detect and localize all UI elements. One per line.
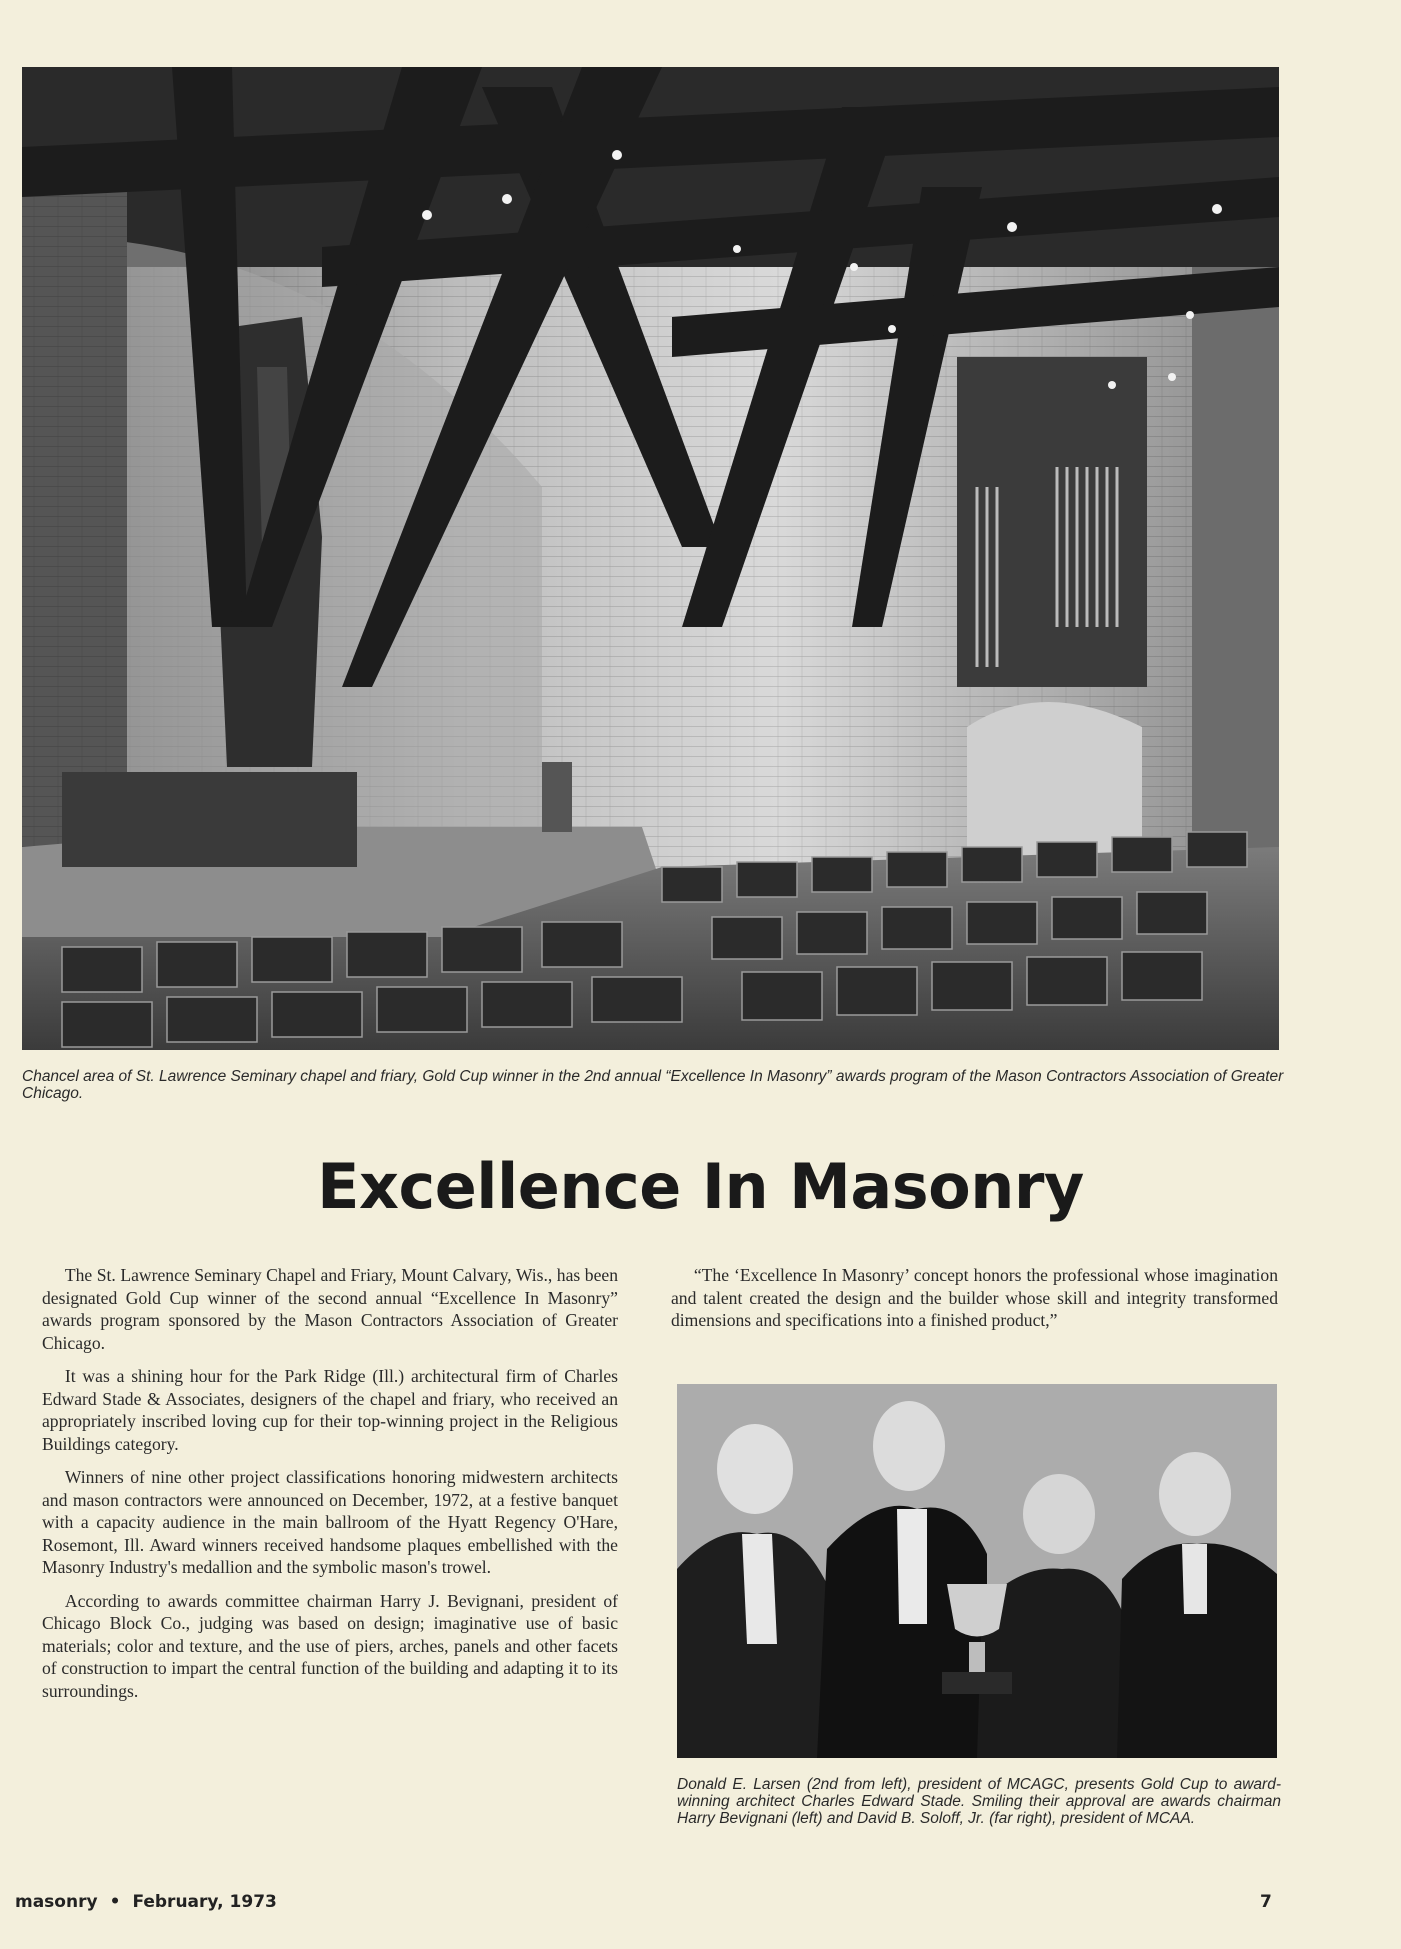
award-photo <box>677 1384 1277 1758</box>
article-paragraph: According to awards committee chairman Harry J. Bevignani, president of Chicago Block Co., judging was based on design; imaginative use of basic materials; color and texture, and the use of piers, arches, panels and other facets of construction to impart the central function of the building and adapting it to its surroundings. <box>42 1590 618 1701</box>
chapel-photo-caption: Chancel area of St. Lawrence Seminary chapel and friary, Gold Cup winner in the 2nd annual “Excellence In Masonry” awards program of the Mason Contractors Association of Greater Chicago. <box>22 1068 1284 1102</box>
issue-date: February, 1973 <box>132 1892 277 1912</box>
article-paragraph: “The ‘Excellence In Masonry’ concept honors the professional whose imagination and talent created the design and the builder whose skill and integrity transformed dimensions and specifications into a finished product,” <box>671 1265 1278 1330</box>
right-article-column <box>671 1264 1278 1332</box>
footer-separator: • <box>109 1892 121 1912</box>
left-article-column <box>42 1264 618 1713</box>
article-paragraph: Winners of nine other project classifications honoring midwestern architects and mason contractors were announced on December, 1972, at a festive banquet with a capacity audience in the main ballroom of the Hyatt Regency O'Hare, Rosemont, Ill. Award winners received handsome plaques embellished with the Masonry Industry's medallion and the symbolic mason's trowel. <box>42 1467 618 1577</box>
publication-name: masonry <box>15 1892 98 1912</box>
chapel-photo <box>22 67 1279 1050</box>
page-number: 7 <box>1260 1892 1272 1912</box>
article-paragraph: It was a shining hour for the Park Ridge (Ill.) architectural firm of Charles Edward Stade & Associates, designers of the chapel and friary, who received an appropriately inscribed loving cup for their top-winning project in the Religious Buildings category. <box>42 1366 618 1454</box>
award-photo-caption: Donald E. Larsen (2nd from left), president of MCAGC, presents Gold Cup to award-winning architect Charles Edward Stade. Smiling their approval are awards chairman Harry Bevignani (left) and David B. Soloff, Jr. (far right), president of MCAA. <box>677 1776 1281 1827</box>
award-photo-graphic <box>677 1384 1277 1758</box>
chapel-photo-graphic <box>22 67 1279 1050</box>
page-headline: Excellence In Masonry <box>317 1150 1084 1223</box>
page-footer <box>15 1892 277 1912</box>
article-paragraph: The St. Lawrence Seminary Chapel and Friary, Mount Calvary, Wis., has been designated Gold Cup winner of the second annual “Excellence In Masonry” awards program sponsored by the Mason Contractors Association of Greater Chicago. <box>42 1265 618 1353</box>
